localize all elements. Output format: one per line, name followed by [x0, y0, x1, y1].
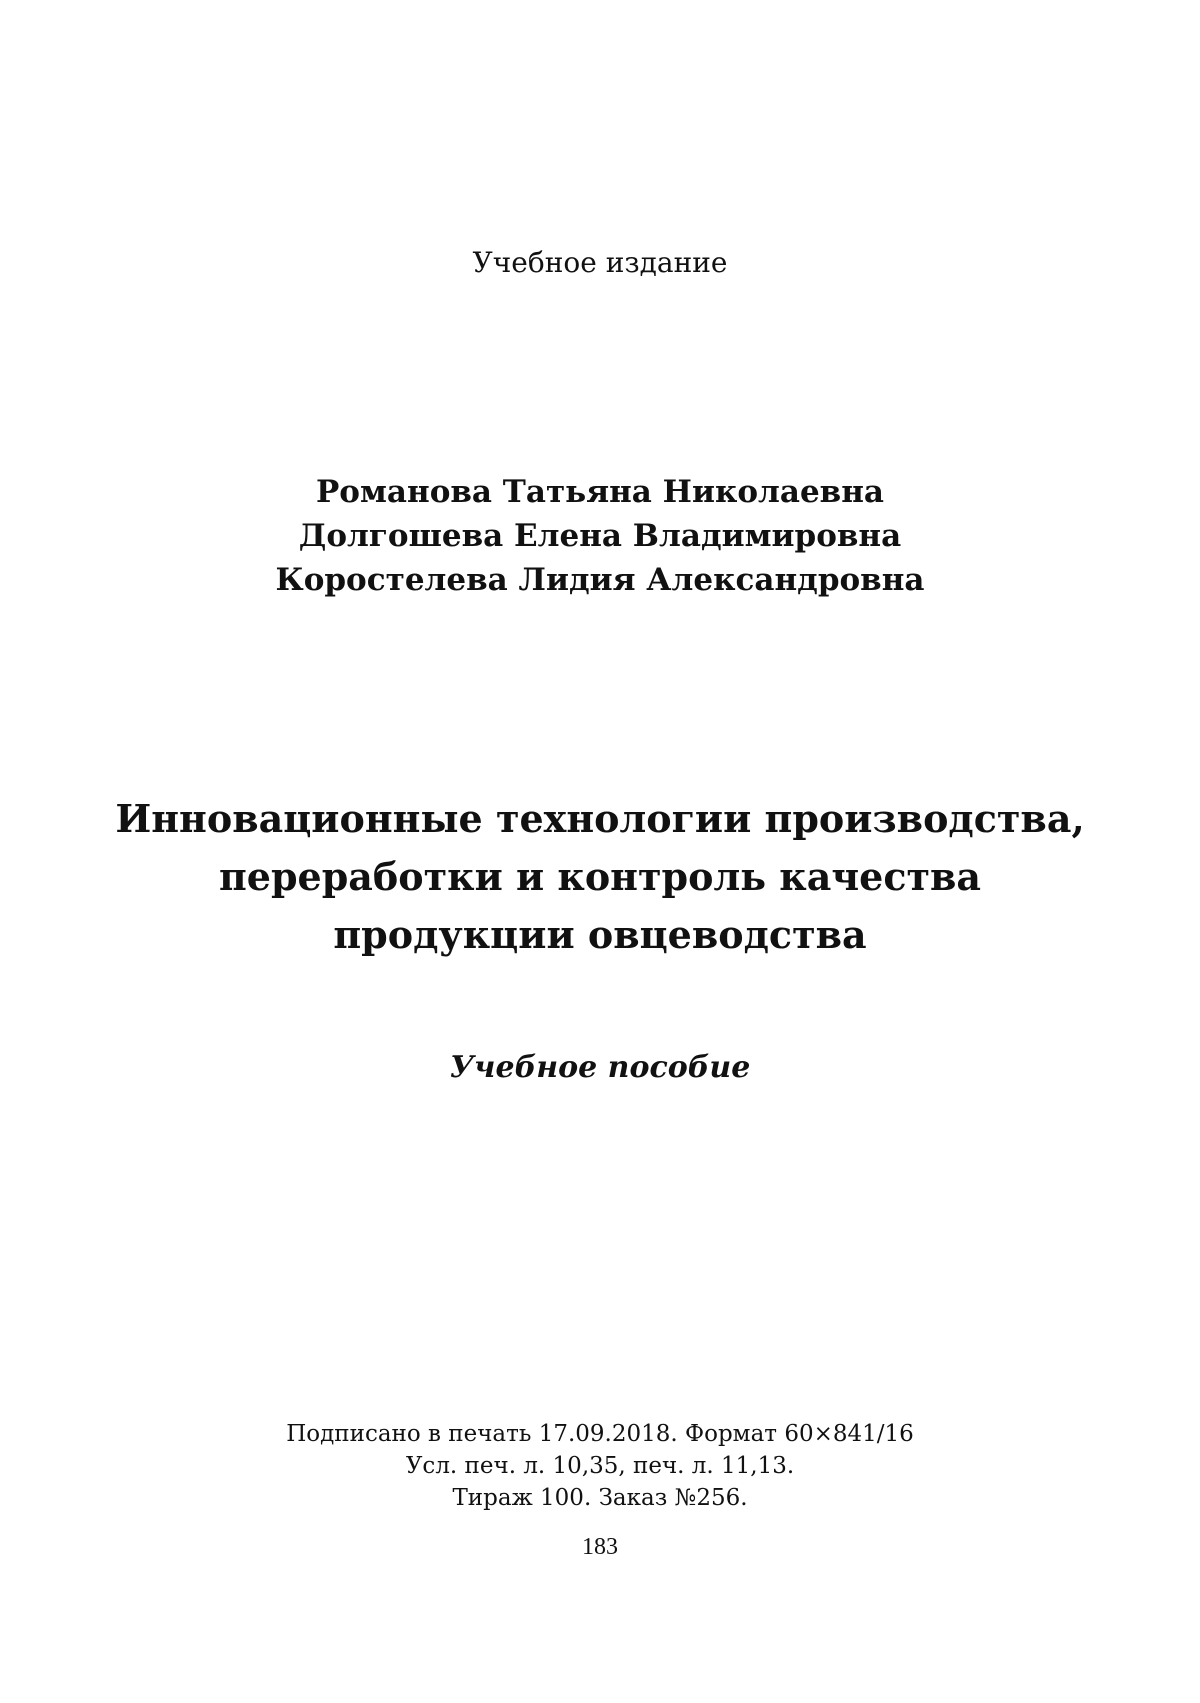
- title-line: Инновационные технологии производства,: [115, 796, 1085, 841]
- book-subtitle: Учебное пособие: [449, 1050, 751, 1085]
- title-line: переработки и контроль качества: [218, 854, 982, 899]
- imprint-block: [0, 1418, 1200, 1514]
- imprint-line: Тираж 100. Заказ №256.: [452, 1485, 748, 1511]
- author-name: Долгошева Елена Владимировна: [298, 518, 902, 554]
- page-number: 183: [582, 1534, 618, 1560]
- authors-block: [0, 470, 1200, 602]
- imprint-line: Подписано в печать 17.09.2018. Формат 60×841/16: [286, 1421, 914, 1447]
- book-title: [0, 790, 1200, 964]
- edition-type: Учебное издание: [472, 246, 728, 279]
- author-name: Романова Татьяна Николаевна: [316, 474, 884, 510]
- title-line: продукции овцеводства: [333, 912, 867, 957]
- author-name: Коростелева Лидия Александровна: [275, 562, 925, 598]
- imprint-line: Усл. печ. л. 10,35, печ. л. 11,13.: [405, 1453, 795, 1479]
